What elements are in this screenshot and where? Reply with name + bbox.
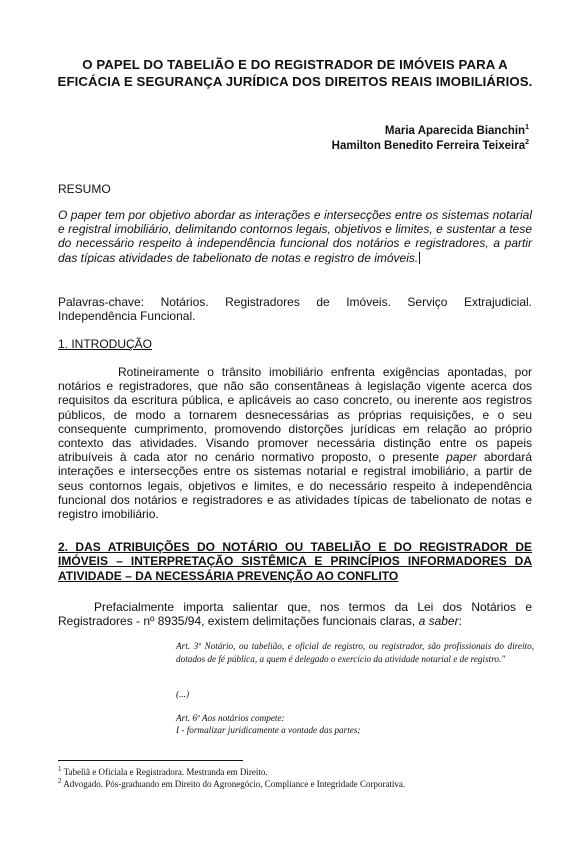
paragraph-italic-text: a saber [418,614,459,629]
footnote-text: Tabeliã e Oficiala e Registradora. Mestranda em Direito. [63,767,268,777]
quote-ellipsis: (...) [176,689,190,699]
footnote-mark: 2 [525,139,529,147]
section-2-paragraph [58,600,532,628]
footnote-mark: 2 [58,777,62,785]
footnote-separator [58,760,243,761]
abstract-paragraph[interactable] [58,208,532,265]
paragraph-text: Prefacialmente importa salientar que, nos termos da Lei dos Notários e Registradores - nº 8935/94, existem delimitações funcionais claras, [58,600,532,629]
keywords-paragraph: Palavras-chave: Notários. Registradores de Imóveis. Serviço Extrajudicial. Independência Funcional. [58,295,532,324]
text-cursor [419,252,420,264]
paragraph-text: abordará interações e intersecções entre os sistemas notarial e registral imobiliário, a partir de seus contornos legais, objetivos e limites, e do necessário respeito à independência funcional dos notários e registradores e as atividades típicas de tabelionato de notas e registro imobiliário. [58,450,533,522]
document-title: O PAPEL DO TABELIÃO E DO REGISTRADOR DE IMÓVEIS PARA A EFICÁCIA E SEGURANÇA JURÍDICA DOS DIREITOS REAIS IMOBILIÁRIOS. [57,57,533,89]
paragraph-text: Rotineiramente o trânsito imobiliário enfrenta exigências apontadas, por notários e registradores, que não são consentâneas à legislação vigente acerca dos requisitos da escritura pública, e aplicáveis ao caso concreto, ou inerente aos registros públicos, de modo a tornarem desnecessárias as próprias requisições, e o seu consequente cumprimento, promovendo distorções jurídicas em relação ao próprio contexto das atividades. Visando promover necessária distinção entre os papeis atribuíveis à cada ator no cenário normativo proposto, o presente [58,365,532,465]
section-2-heading: 2. DAS ATRIBUIÇÕES DO NOTÁRIO OU TABELIÃO E DO REGISTRADOR DE IMÓVEIS – INTERPRETAÇÃO SISTÊMICA E PRINCÍPIOS INFORMADORES DA ATIVIDADE – DA NECESSÁRIA PREVENÇÃO AO CONFLITO [58,540,532,583]
section-1-heading: 1. INTRODUÇÃO [58,337,153,351]
abstract-text: O paper tem por objetivo abordar as interações e intersecções entre os sistemas notarial e registral imobiliário, delimitando contornos legais, objetivos e limites, e sustentar a tese do necessário respeito à independência funcional dos notários e registradores, a partir das típicas atividades de tabelionato de notas e registro de imóveis. [58,208,532,265]
section-1-paragraph [58,365,532,521]
quote-art-3: Art. 3º Notário, ou tabelião, e oficial de registro, ou registrador, são profissionais do direito, dotados de fé pública, a quem é delegado o exercício da atividade notarial e de registro." [176,641,534,664]
footnote-text: Advogado. Pós-graduando em Direito do Agronegócio, Compliance e Integridade Corporativa. [63,779,406,789]
footnote-1 [58,766,528,778]
quote-item-1: I - formalizar juridicamente a vontade das partes; [176,725,361,735]
author-2 [332,138,529,154]
resumo-heading: RESUMO [58,182,111,196]
footnote-2 [58,778,528,790]
footnote-mark: 1 [58,765,62,773]
author-1 [385,123,529,139]
paragraph-italic-text: paper [446,450,477,465]
author-name: Hamilton Benedito Ferreira Teixeira [331,140,526,152]
quote-art-6: Art. 6º Aos notários compete: [176,713,285,723]
footnote-mark: 1 [525,124,529,132]
author-name: Maria Aparecida Bianchin [384,125,526,137]
paragraph-text: : [458,614,462,629]
